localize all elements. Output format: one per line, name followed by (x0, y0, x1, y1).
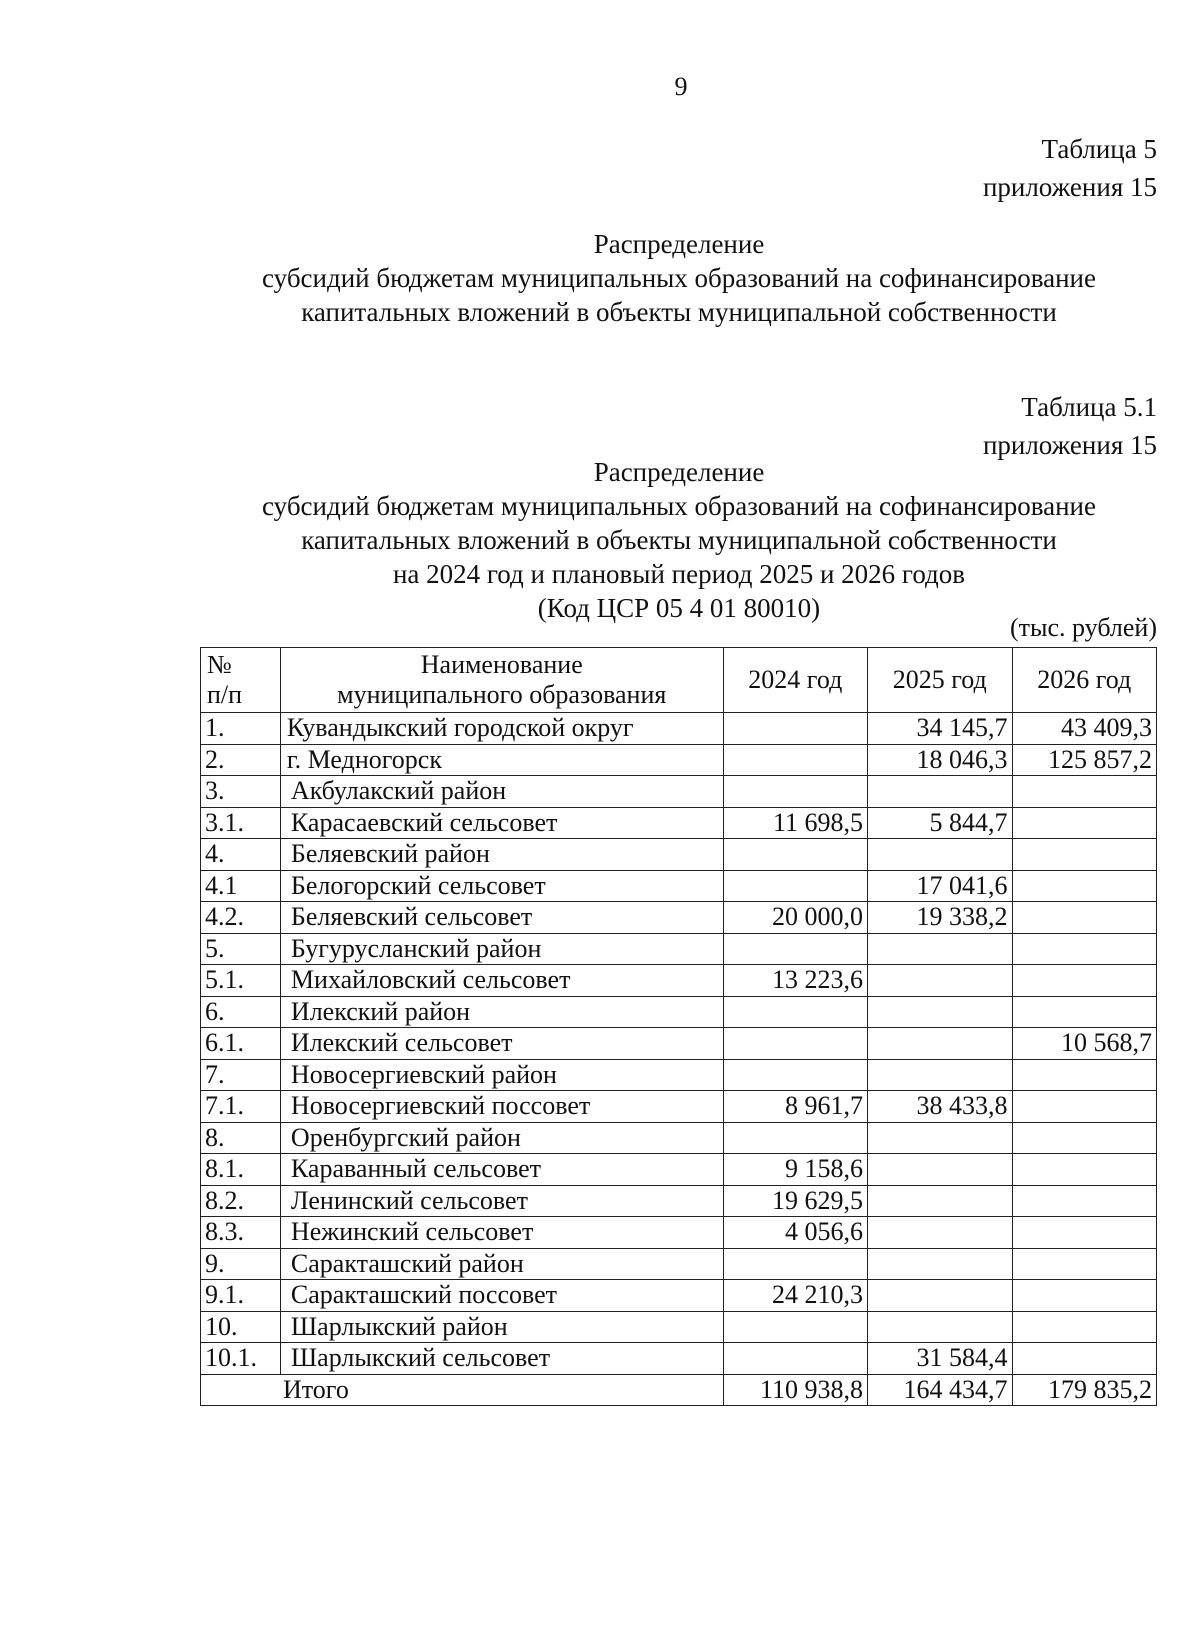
table51-ref-line1: Таблица 5.1 (1021, 392, 1157, 422)
total-2026: 179 835,2 (1012, 1374, 1157, 1406)
num-cell: 1. (201, 713, 281, 745)
y2025-cell: 38 433,8 (868, 1091, 1012, 1123)
total-label: Итого (201, 1374, 724, 1406)
name-cell: Илекский сельсовет (280, 1028, 723, 1060)
num-cell: 5. (201, 933, 281, 965)
table-row (201, 1217, 1157, 1249)
y2024-cell (723, 1122, 867, 1154)
num-cell: 2. (201, 744, 281, 776)
num-cell: 6. (201, 996, 281, 1028)
table5-ref-line2: приложения 15 (982, 172, 1157, 202)
y2024-cell (723, 1248, 867, 1280)
heading-table51 (179, 455, 1179, 625)
y2025-cell (868, 1154, 1012, 1186)
num-cell: 6.1. (201, 1028, 281, 1060)
unit-label: (тыс. рублей) (1009, 613, 1157, 642)
y2025-cell: 5 844,7 (868, 807, 1012, 839)
num-cell: 7. (201, 1059, 281, 1091)
name-cell: Белогорский сельсовет (280, 870, 723, 902)
header-num-line1: № (207, 650, 232, 679)
num-cell: 8.3. (201, 1217, 281, 1249)
y2026-cell (1012, 807, 1157, 839)
y2025-cell: 31 584,4 (868, 1343, 1012, 1375)
heading1-line3: капитальных вложений в объекты муниципальной собственности (301, 297, 1057, 327)
total-row (201, 1374, 1157, 1406)
name-cell: Беляевский район (280, 839, 723, 871)
name-cell: Новосергиевский район (280, 1059, 723, 1091)
header-2025: 2025 год (868, 648, 1012, 713)
num-cell: 10.1. (201, 1343, 281, 1375)
name-cell: Шарлыкский район (280, 1311, 723, 1343)
y2026-cell (1012, 1280, 1157, 1312)
y2025-cell (868, 1122, 1012, 1154)
y2024-cell (723, 933, 867, 965)
table-row (201, 933, 1157, 965)
table-row (201, 1091, 1157, 1123)
y2026-cell (1012, 839, 1157, 871)
table-row (201, 1343, 1157, 1375)
y2026-cell (1012, 776, 1157, 808)
name-cell: Новосергиевский поссовет (280, 1091, 723, 1123)
y2026-cell (1012, 870, 1157, 902)
page-number: 9 (674, 72, 688, 101)
y2026-cell (1012, 1217, 1157, 1249)
y2024-cell (723, 839, 867, 871)
table-row (201, 870, 1157, 902)
table-row (201, 1122, 1157, 1154)
table-row (201, 1059, 1157, 1091)
num-cell: 9. (201, 1248, 281, 1280)
y2024-cell (723, 870, 867, 902)
header-2026: 2026 год (1012, 648, 1157, 713)
header-name (280, 648, 723, 713)
table-row (201, 1185, 1157, 1217)
num-cell: 8. (201, 1122, 281, 1154)
y2025-cell (868, 996, 1012, 1028)
table-row (201, 965, 1157, 997)
name-cell: Оренбургский район (280, 1122, 723, 1154)
y2026-cell (1012, 1343, 1157, 1375)
name-cell: Илекский район (280, 996, 723, 1028)
header-name-line2: муниципального образования (337, 680, 667, 709)
num-cell: 10. (201, 1311, 281, 1343)
y2026-cell: 125 857,2 (1012, 744, 1157, 776)
y2025-cell (868, 965, 1012, 997)
y2024-cell (723, 1028, 867, 1060)
y2024-cell (723, 744, 867, 776)
y2026-cell (1012, 996, 1157, 1028)
y2024-cell: 19 629,5 (723, 1185, 867, 1217)
name-cell: г. Медногорск (280, 744, 723, 776)
y2024-cell (723, 713, 867, 745)
table-row (201, 776, 1157, 808)
header-name-line1: Наименование (420, 650, 583, 679)
name-cell: Ленинский сельсовет (280, 1185, 723, 1217)
y2026-cell (1012, 1311, 1157, 1343)
heading-table5 (179, 227, 1179, 329)
table51-reference (983, 388, 1157, 464)
heading2-line4: на 2024 год и плановый период 2025 и 2026 годов (392, 559, 966, 589)
name-cell: Беляевский сельсовет (280, 902, 723, 934)
heading1-line1: Распределение (593, 229, 765, 259)
header-num (201, 648, 281, 713)
y2026-cell (1012, 933, 1157, 965)
y2024-cell: 8 961,7 (723, 1091, 867, 1123)
y2024-cell: 13 223,6 (723, 965, 867, 997)
heading1-line2: субсидий бюджетам муниципальных образований на софинансирование (262, 263, 1096, 293)
y2025-cell (868, 776, 1012, 808)
name-cell: Караванный сельсовет (280, 1154, 723, 1186)
name-cell: Саракташский район (280, 1248, 723, 1280)
num-cell: 4.2. (201, 902, 281, 934)
table-row (201, 713, 1157, 745)
y2024-cell: 11 698,5 (723, 807, 867, 839)
name-cell: Кувандыкский городской округ (280, 713, 723, 745)
y2026-cell (1012, 1154, 1157, 1186)
table-row (201, 1248, 1157, 1280)
table-row (201, 1028, 1157, 1060)
y2024-cell: 9 158,6 (723, 1154, 867, 1186)
header-num-line2: п/п (207, 680, 243, 709)
y2026-cell (1012, 1059, 1157, 1091)
y2024-cell (723, 1059, 867, 1091)
y2025-cell: 34 145,7 (868, 713, 1012, 745)
name-cell: Саракташский поссовет (280, 1280, 723, 1312)
y2025-cell (868, 933, 1012, 965)
header-2024: 2024 год (723, 648, 867, 713)
num-cell: 3.1. (201, 807, 281, 839)
y2025-cell (868, 839, 1012, 871)
table-row (201, 902, 1157, 934)
y2026-cell (1012, 1248, 1157, 1280)
y2025-cell (868, 1280, 1012, 1312)
num-cell: 9.1. (201, 1280, 281, 1312)
y2024-cell (723, 1311, 867, 1343)
y2024-cell (723, 776, 867, 808)
y2026-cell (1012, 1122, 1157, 1154)
y2025-cell (868, 1217, 1012, 1249)
y2025-cell: 17 041,6 (868, 870, 1012, 902)
subsidy-table (200, 647, 1157, 1406)
y2026-cell (1012, 1185, 1157, 1217)
table-row (201, 1311, 1157, 1343)
name-cell: Бугурусланский район (280, 933, 723, 965)
table-row (201, 807, 1157, 839)
table-header-row (201, 648, 1157, 713)
y2026-cell (1012, 902, 1157, 934)
y2025-cell (868, 1185, 1012, 1217)
y2025-cell (868, 1311, 1012, 1343)
table5-ref-line1: Таблица 5 (1041, 134, 1157, 164)
y2025-cell: 18 046,3 (868, 744, 1012, 776)
y2026-cell (1012, 965, 1157, 997)
table-row (201, 1154, 1157, 1186)
num-cell: 3. (201, 776, 281, 808)
y2024-cell: 24 210,3 (723, 1280, 867, 1312)
y2026-cell: 43 409,3 (1012, 713, 1157, 745)
name-cell: Карасаевский сельсовет (280, 807, 723, 839)
num-cell: 7.1. (201, 1091, 281, 1123)
y2024-cell (723, 1343, 867, 1375)
y2025-cell (868, 1059, 1012, 1091)
heading2-line3: капитальных вложений в объекты муниципальной собственности (301, 525, 1057, 555)
y2026-cell (1012, 1091, 1157, 1123)
num-cell: 5.1. (201, 965, 281, 997)
num-cell: 8.2. (201, 1185, 281, 1217)
table51-ref-line2: приложения 15 (982, 430, 1157, 460)
y2024-cell: 4 056,6 (723, 1217, 867, 1249)
table-row (201, 839, 1157, 871)
total-2024: 110 938,8 (723, 1374, 867, 1406)
table5-reference (983, 130, 1157, 206)
y2024-cell (723, 996, 867, 1028)
heading2-line5: (Код ЦСР 05 4 01 80010) (537, 593, 821, 623)
table-row (201, 996, 1157, 1028)
num-cell: 4. (201, 839, 281, 871)
heading2-line2: субсидий бюджетам муниципальных образований на софинансирование (262, 491, 1096, 521)
name-cell: Акбулакский район (280, 776, 723, 808)
name-cell: Михайловский сельсовет (280, 965, 723, 997)
y2024-cell: 20 000,0 (723, 902, 867, 934)
y2025-cell: 19 338,2 (868, 902, 1012, 934)
y2025-cell (868, 1248, 1012, 1280)
table-row (201, 1280, 1157, 1312)
name-cell: Нежинский сельсовет (280, 1217, 723, 1249)
total-2025: 164 434,7 (868, 1374, 1012, 1406)
table-row (201, 744, 1157, 776)
name-cell: Шарлыкский сельсовет (280, 1343, 723, 1375)
num-cell: 8.1. (201, 1154, 281, 1186)
y2026-cell: 10 568,7 (1012, 1028, 1157, 1060)
heading2-line1: Распределение (593, 457, 765, 487)
num-cell: 4.1 (201, 870, 281, 902)
y2025-cell (868, 1028, 1012, 1060)
